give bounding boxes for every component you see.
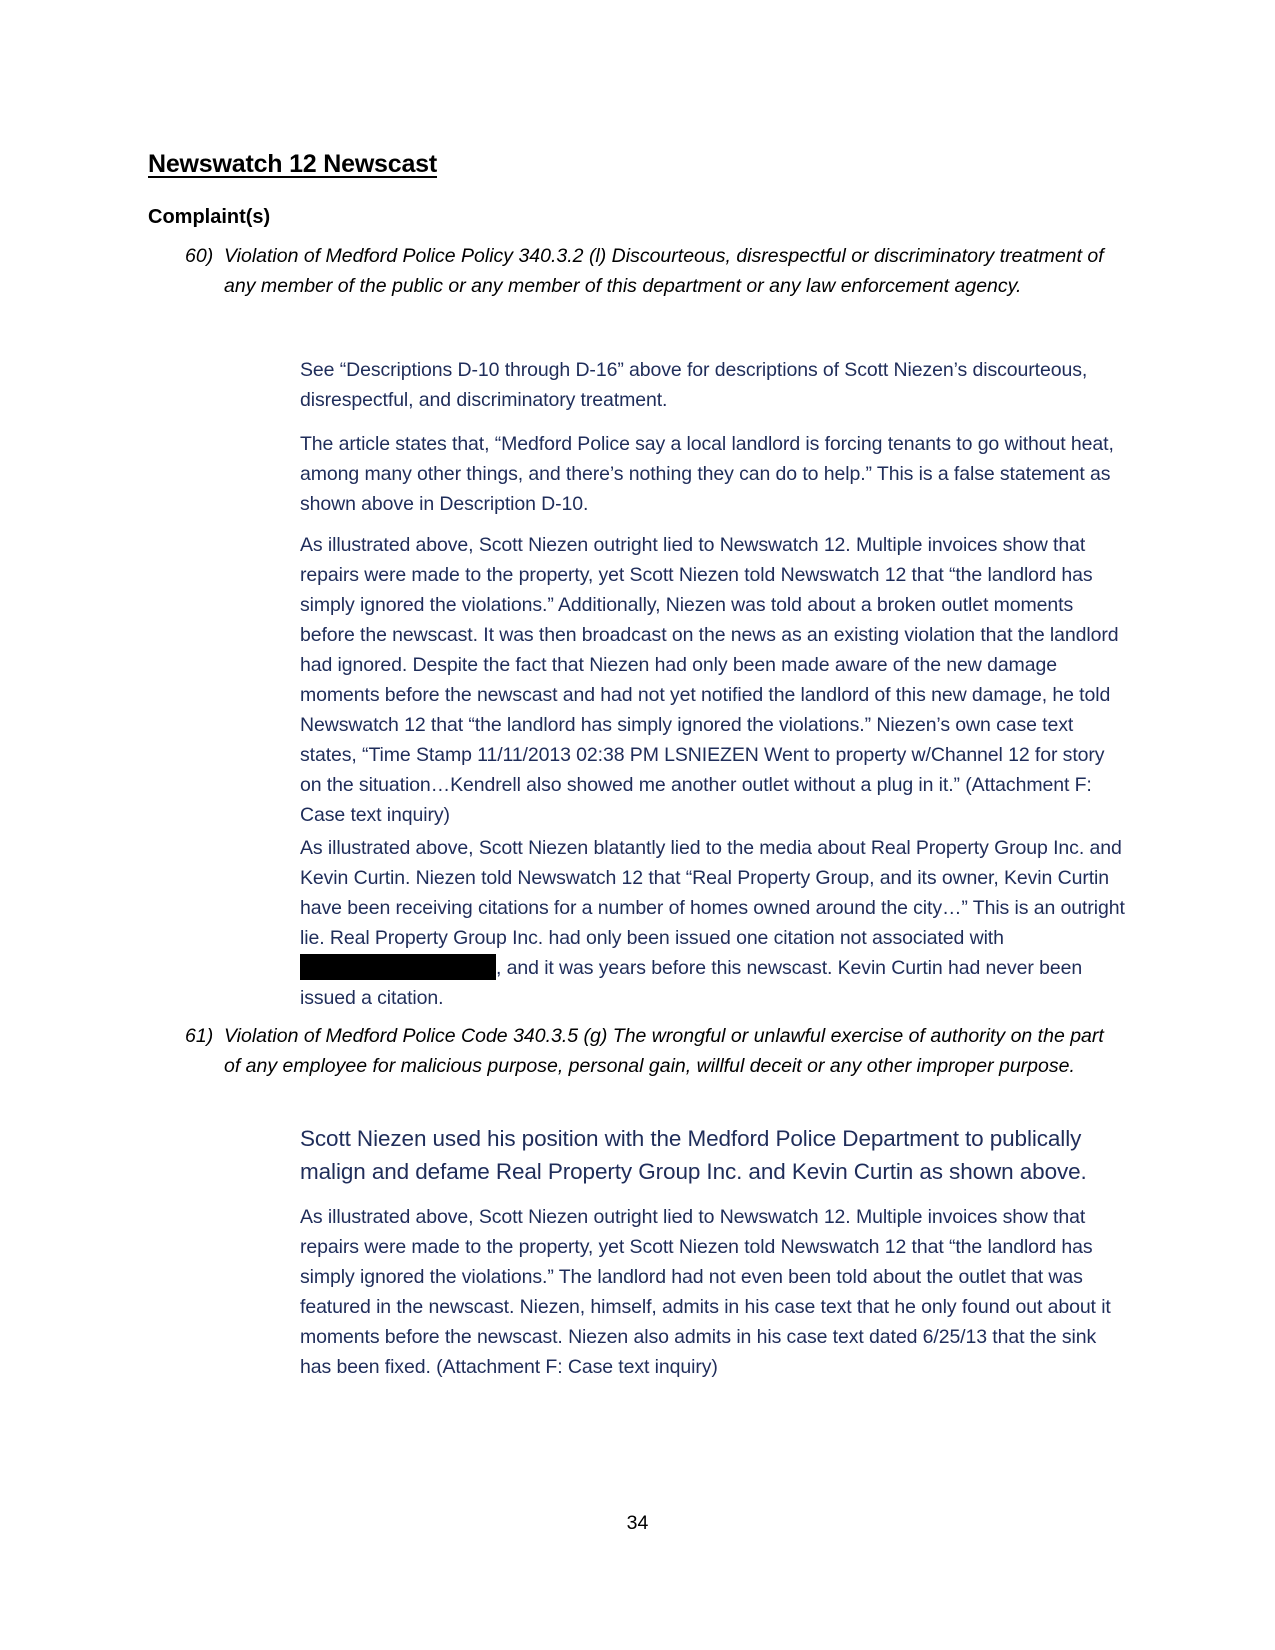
paragraph-outright-lie: As illustrated above, Scott Niezen outright lied to Newswatch 12. Multiple invoices show that repairs were made to the property, yet Scott Niezen told Newswatch 12 that “the landlord has simply ignored the violations.” Additionally, Niezen was told about a broken outlet moments before the newscast. It was then broadcast on the news as an existing violation that the landlord had ignored. Despite the fact that Niezen had only been made aware of the new damage moments before the newscast and had not yet notified the landlord of this new damage, he told Newswatch 12 that “the landlord has simply ignored the violations.” Niezen’s own case text states, “Time Stamp 11/11/2013 02:38 PM LSNIEZEN Went to property w/Channel 12 for story on the situation…Kendrell also showed me another outlet without a plug in it.” (Attachment F: Case text inquiry) <box>300 534 1119 826</box>
complaint-number: 61) <box>185 1025 214 1047</box>
paragraph-blatant-lie <box>300 833 1130 1013</box>
complaint-text: Violation of Medford Police Policy 340.3.2 (l) Discourteous, disrespectful or discriminatory treatment of any member of the public or any member of this department or any law enforcement agency. <box>224 245 1104 297</box>
paragraph-position-misuse: Scott Niezen used his position with the Medford Police Department to publically malign and defame Real Property Group Inc. and Kevin Curtin as shown above. <box>300 1126 1087 1184</box>
paragraph-descriptions-reference: See “Descriptions D-10 through D-16” above for descriptions of Scott Niezen’s discourteous, disrespectful, and discriminatory treatment. <box>300 359 1088 411</box>
paragraph-text-before-redaction: As illustrated above, Scott Niezen blatantly lied to the media about Real Property Group Inc. and Kevin Curtin. Niezen told Newswatch 12 that “Real Property Group, and its owner, Kevin Curtin have been receiving citations for a number of homes owned around the city…” This is an outright lie. Real Property Group Inc. had only been issued one citation not associated with <box>300 837 1125 949</box>
complaint-61 <box>185 1021 1125 1081</box>
section-heading: Newswatch 12 Newscast <box>148 150 438 178</box>
paragraph-text-after-redaction: , and it was years before this newscast. Kevin Curtin had never been issued a citation. <box>300 957 1083 1009</box>
paragraph-outright-lie-2: As illustrated above, Scott Niezen outright lied to Newswatch 12. Multiple invoices show that repairs were made to the property, yet Scott Niezen told Newswatch 12 that “the landlord has simply ignored the violations.” The landlord had not even been told about the outlet that was featured in the newscast. Niezen, himself, admits in his case text that he only found out about it moments before the newscast. Niezen also admits in his case text dated 6/25/13 that the sink has been fixed. (Attachment F: Case text inquiry) <box>300 1206 1111 1378</box>
redaction-block <box>300 954 496 980</box>
complaint-text: Violation of Medford Police Code 340.3.5 (g) The wrongful or unlawful exercise of authority on the part of any employee for malicious purpose, personal gain, willful deceit or any other improper purpose. <box>224 1025 1104 1077</box>
complaint-60 <box>185 241 1125 301</box>
complaints-subheading: Complaint(s) <box>148 206 271 228</box>
complaint-number: 60) <box>185 245 214 267</box>
page-number: 34 <box>626 1512 649 1534</box>
paragraph-article-statement: The article states that, “Medford Police say a local landlord is forcing tenants to go without heat, among many other things, and there’s nothing they can do to help.” This is a false statement as shown above in Description D-10. <box>300 433 1114 515</box>
